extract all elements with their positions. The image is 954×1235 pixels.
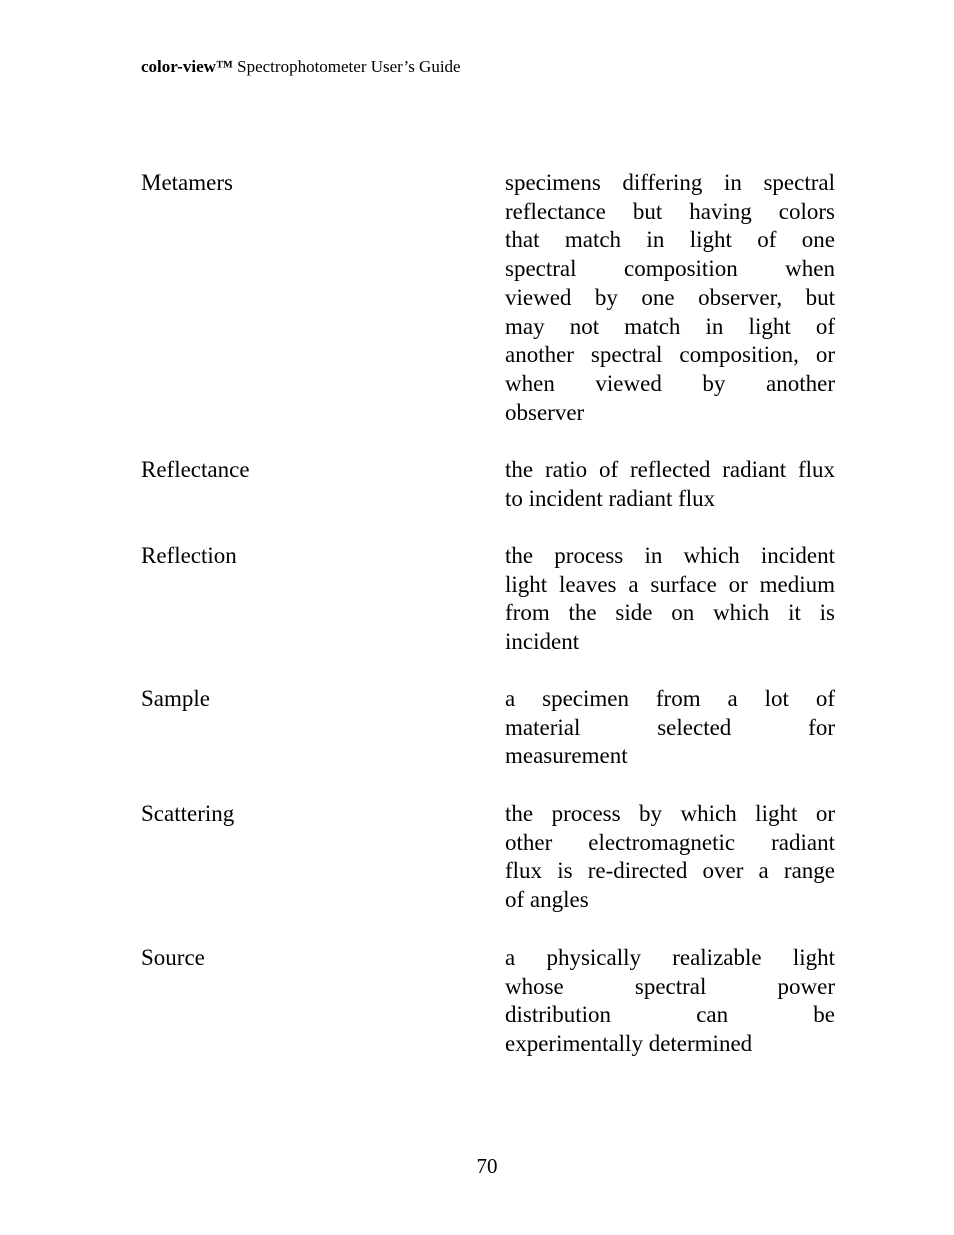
- definition-line: viewed by one observer, but: [505, 284, 835, 310]
- definition-line: to incident radiant flux: [505, 485, 716, 511]
- definition-line: a physically realizable light: [505, 945, 835, 970]
- glossary-entry: [141, 685, 835, 771]
- definition-line: observer: [505, 399, 585, 425]
- glossary-definition: [505, 800, 835, 915]
- definition-line: another spectral composition, or: [505, 342, 835, 368]
- definition-line: distribution can be: [505, 1002, 835, 1028]
- definition-line: the ratio of reflected radiant flux: [505, 457, 835, 482]
- definition-line: of angles: [505, 887, 589, 913]
- guide-title: Spectrophotometer User’s Guide: [232, 57, 461, 76]
- definition-line: that match in light of one: [505, 227, 835, 253]
- definition-line: from the side on which it is: [505, 600, 835, 626]
- definition-line: measurement: [505, 743, 628, 769]
- glossary-term: Reflectance: [141, 457, 250, 482]
- glossary-definition: [505, 456, 835, 513]
- definition-line: spectral composition when: [505, 256, 835, 282]
- page-number: 70: [476, 1154, 498, 1178]
- glossary-entry: [141, 456, 835, 513]
- glossary-definition: [505, 685, 835, 771]
- glossary-definition: [505, 542, 835, 657]
- glossary-entry: [141, 169, 835, 427]
- definition-line: light leaves a surface or medium: [505, 571, 835, 597]
- definition-line: incident: [505, 629, 580, 655]
- glossary-definition: [505, 944, 835, 1059]
- definition-line: flux is re-directed over a range: [505, 858, 835, 884]
- definition-line: when viewed by another: [505, 370, 835, 396]
- glossary-definition: [505, 169, 835, 427]
- glossary-entry: [141, 542, 835, 657]
- definition-line: specimens differing in spectral: [505, 170, 835, 195]
- definition-line: experimentally determined: [505, 1031, 753, 1057]
- definition-line: other electromagnetic radiant: [505, 829, 835, 855]
- definition-line: a specimen from a lot of: [505, 686, 835, 711]
- brand-name: color-view™: [141, 57, 233, 76]
- definition-line: material selected for: [505, 714, 835, 740]
- definition-line: the process by which light or: [505, 801, 835, 826]
- definition-line: may not match in light of: [505, 313, 835, 339]
- glossary-entry: [141, 944, 835, 1059]
- glossary-term: Scattering: [141, 801, 235, 826]
- running-header: [141, 57, 461, 77]
- glossary-term: Reflection: [141, 543, 237, 568]
- glossary-term: Sample: [141, 686, 210, 711]
- definition-line: whose spectral power: [505, 973, 835, 999]
- glossary-list: [141, 169, 835, 1057]
- glossary-entry: [141, 800, 835, 915]
- definition-line: the process in which incident: [505, 543, 835, 568]
- glossary-term: Source: [141, 945, 205, 970]
- definition-line: reflectance but having colors: [505, 198, 835, 224]
- glossary-term: Metamers: [141, 170, 233, 195]
